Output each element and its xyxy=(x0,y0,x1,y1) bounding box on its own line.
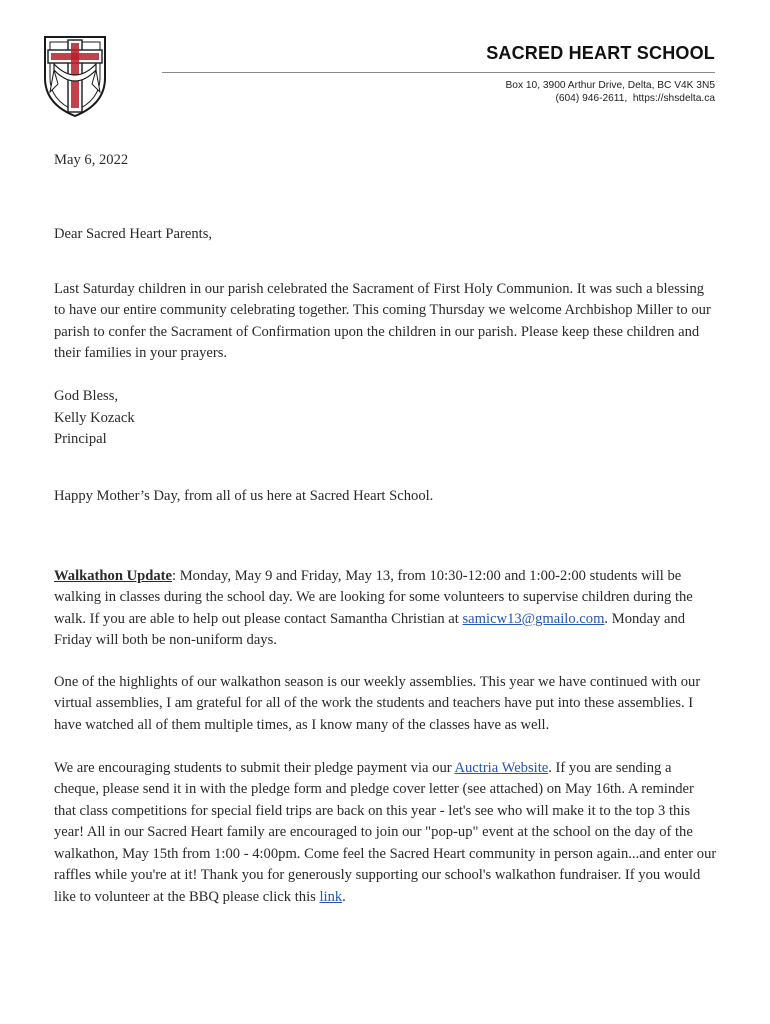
walkathon-paragraph xyxy=(54,566,718,652)
letter-date: May 6, 2022 xyxy=(54,152,129,168)
contact-line xyxy=(505,93,715,106)
walkathon-text: : Monday, May 9 and Friday, May 13, from 10:30-12:00 and 1:00-2:00 students will be walking in classes during the school day. We are looking for some volunteers to supervise children during the walk. If you are able to help out please contact Samantha Christian at xyxy=(54,567,693,627)
website-url: https://shsdelta.ca xyxy=(632,92,715,104)
school-crest-logo xyxy=(42,34,108,118)
volunteer-email-link[interactable]: samicw13@gmailo.com xyxy=(462,610,605,627)
auctria-website-link[interactable]: Auctria Website xyxy=(454,759,549,776)
mothers-day-message: Happy Mother’s Day, from all of us here at Sacred Heart School. xyxy=(54,488,434,504)
walkathon-heading: Walkathon Update xyxy=(54,567,172,584)
closing: God Bless, xyxy=(54,388,119,404)
pledge-text-end: . xyxy=(342,888,346,905)
salutation: Dear Sacred Heart Parents, xyxy=(54,226,213,242)
intro-paragraph: Last Saturday children in our parish celebrated the Sacrament of First Holy Communion. It was such a blessing to have our entire community celebrating together. This coming Thursday we welcome Archbishop Miller to our parish to confer the Sacrament of Confirmation upon the children in our parish. Please keep these children and their families in your prayers. xyxy=(54,280,711,362)
signer-name: Kelly Kozack xyxy=(54,409,135,426)
signer-title: Principal xyxy=(54,431,107,447)
school-name: SACRED HEART SCHOOL xyxy=(486,43,715,63)
pledge-paragraph xyxy=(54,758,718,909)
assemblies-paragraph: One of the highlights of our walkathon season is our weekly assemblies. This year we have continued with our virtual assemblies, I am grateful for all of the work the students and teachers have put into these assemblies. I have watched all of them multiple times, as I know many of the classes have as well. xyxy=(54,673,701,733)
pledge-text: We are encouraging students to submit their pledge payment via our xyxy=(54,759,455,776)
header-divider xyxy=(162,72,715,73)
bbq-volunteer-link[interactable]: link xyxy=(319,888,343,905)
phone-number: (604) 946-2611, xyxy=(555,92,628,104)
signature-block xyxy=(54,386,718,451)
pledge-text-middle: . If you are sending a cheque, please send it in with the pledge form and pledge cover letter (see attached) on May 16th. A reminder that class competitions for special field trips are back on this year - let's see who will make it to the top 3 this year! All in our Sacred Heart family are encouraged to join our "pop-up" event at the school on the day of the walkathon, May 15th from 1:00 - 4:00pm. Come feel the Sacred Heart community in person again...and enter our raffles while you're at it! Thank you for generously supporting our school's walkathon fundraiser. If you would like to volunteer at the BBQ please click this xyxy=(54,759,717,905)
address-line: Box 10, 3900 Arthur Drive, Delta, BC V4K 3N5 xyxy=(505,80,715,91)
walkathon-text-end: . Monday and Friday will both be non-uniform days. xyxy=(54,610,686,649)
school-address xyxy=(505,80,715,105)
